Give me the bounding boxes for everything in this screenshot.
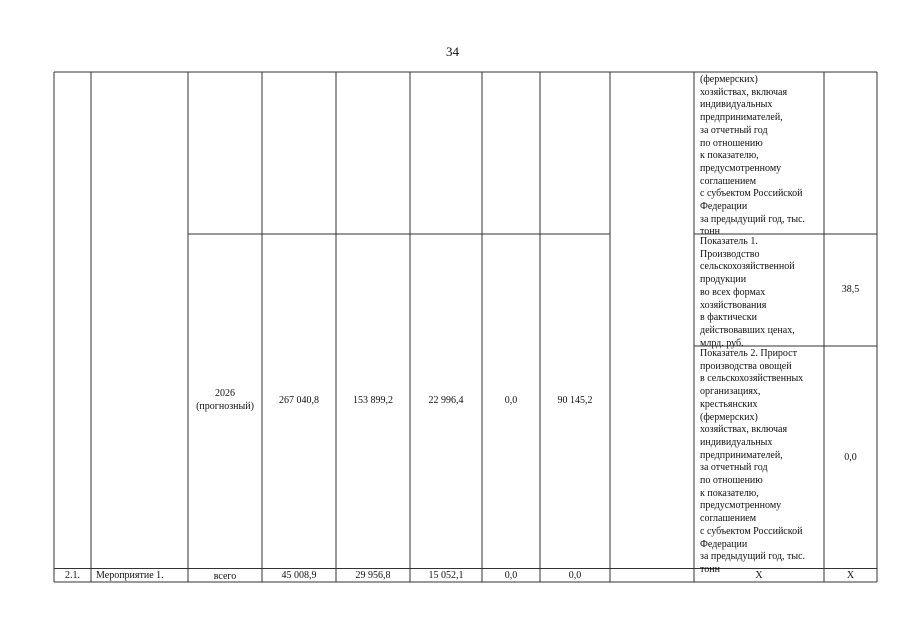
indicator-line: хозяйствах, включая <box>700 424 788 436</box>
indicator-line: предусмотренному <box>700 162 782 174</box>
row-federal: 29 956,8 <box>355 570 391 581</box>
indicator-line: млрд. руб. <box>700 337 744 349</box>
row-indicator: Х <box>755 570 763 581</box>
indicator-line: предпринимателей, <box>700 112 783 124</box>
extra-cell: 90 145,2 <box>557 395 593 406</box>
indicator-line: предусмотренному <box>700 500 782 512</box>
year-cell <box>188 388 262 413</box>
indicator-line: (фермерских) <box>700 411 758 423</box>
indicator-line: крестьянских <box>700 398 758 410</box>
indicator-line: к показателю, <box>700 487 759 499</box>
indicator-line: соглашением <box>700 513 757 525</box>
indicator-2-text <box>700 348 824 577</box>
page-number: 34 <box>446 44 459 59</box>
indicator-line: за предыдущий год, тыс. <box>700 551 806 563</box>
indicator-line: по отношению <box>700 137 763 149</box>
indicator-line: к показателю, <box>700 150 759 162</box>
row-total: 45 008,9 <box>281 570 317 581</box>
indicator-line: с субъектом Российской <box>700 525 803 537</box>
indicator-line: тонн <box>700 563 720 575</box>
indicator-line: в фактически <box>700 312 757 324</box>
indicator-line: индивидуальных <box>700 436 773 448</box>
indicator-line: действовавших ценах, <box>700 324 795 336</box>
year-value: 2026 <box>215 388 235 399</box>
indicator-line: Показатель 2. Прирост <box>700 348 797 359</box>
row-period: всего <box>213 571 237 582</box>
indicator-line: за отчетный год <box>700 462 768 474</box>
indicator-line: Производство <box>700 248 760 260</box>
row-extra: 0,0 <box>568 570 582 581</box>
indicator-line: организациях, <box>700 386 761 398</box>
year-note: (прогнозный) <box>196 400 254 412</box>
regional-cell: 22 996,4 <box>428 395 464 406</box>
indicator-line: за отчетный год <box>700 124 768 136</box>
total-cell: 267 040,8 <box>279 395 319 406</box>
indicator-line: по отношению <box>700 475 763 487</box>
indicator-line: с субъектом Российской <box>700 188 803 200</box>
indicator-line: за предыдущий год, тыс. <box>700 213 806 225</box>
indicator-line: соглашением <box>700 175 757 187</box>
indicator-line: хозяйствах, включая <box>700 86 788 98</box>
indicator-1-value: 38,5 <box>841 284 860 295</box>
indicator-line: Федерации <box>700 201 748 213</box>
local-cell: 0,0 <box>504 395 518 406</box>
indicator-line: Федерации <box>700 538 748 550</box>
top-indicator-text <box>700 74 824 239</box>
indicator-line: (фермерских) <box>700 74 758 85</box>
indicator-1-text <box>700 236 824 350</box>
indicator-line: тонн <box>700 226 720 238</box>
row-local: 0,0 <box>504 570 518 581</box>
indicator-line: производства овощей <box>700 360 792 372</box>
indicator-line: Показатель 1. <box>700 236 758 247</box>
indicator-line: индивидуальных <box>700 99 773 111</box>
indicator-line: продукции <box>700 274 747 286</box>
indicator-line: во всех формах <box>700 286 766 298</box>
indicator-line: хозяйствования <box>700 299 767 311</box>
indicator-line: сельскохозяйственной <box>700 261 795 273</box>
row-value: Х <box>846 570 855 581</box>
row-regional: 15 052,1 <box>428 570 464 581</box>
indicator-2-value: 0,0 <box>844 452 857 463</box>
federal-cell: 153 899,2 <box>353 395 393 406</box>
row-name: Мероприятие 1. <box>96 570 164 581</box>
indicator-line: в сельскохозяйственных <box>700 373 804 385</box>
indicator-line: предпринимателей, <box>700 449 783 461</box>
row-number: 2.1. <box>65 570 80 581</box>
